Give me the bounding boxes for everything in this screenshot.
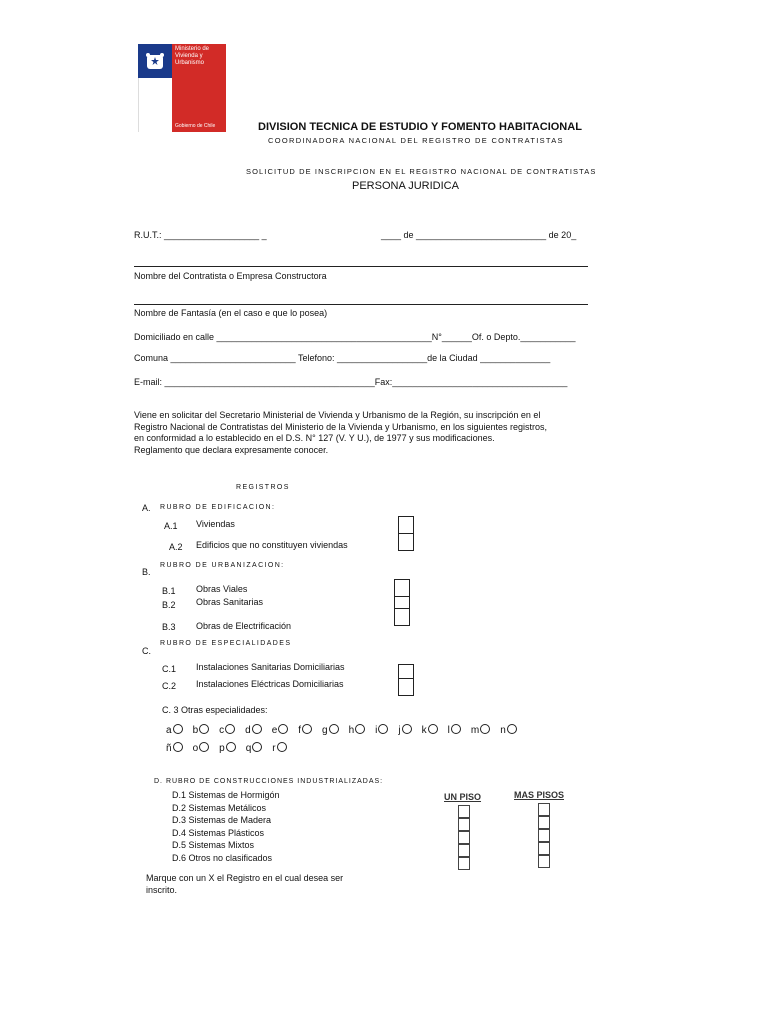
otras-row-1 <box>166 720 527 738</box>
option-r-radio[interactable] <box>277 742 287 752</box>
d5-label: D.5 Sistemas Mixtos <box>172 840 255 850</box>
mas-pisos-d1-checkbox[interactable] <box>538 803 550 816</box>
mas-pisos-d4-checkbox[interactable] <box>538 842 550 855</box>
option-p-radio[interactable] <box>226 742 236 752</box>
email-field[interactable]: E-mail: __________________________________________Fax:___________________________________ <box>134 377 568 387</box>
option-j-radio[interactable] <box>402 724 412 734</box>
mas-pisos-d2-checkbox[interactable] <box>538 816 550 829</box>
option-h-radio[interactable] <box>355 724 365 734</box>
date-field[interactable]: ____ de __________________________ de 20_ <box>381 230 577 240</box>
option-c-radio[interactable] <box>225 724 235 734</box>
fantasia-line[interactable] <box>134 304 588 305</box>
option-ñ-label: ñ <box>166 743 172 754</box>
mas-pisos-header: MAS PISOS <box>514 790 565 800</box>
contratista-line[interactable] <box>134 266 588 267</box>
option-i-label: i <box>375 725 378 736</box>
a1-checkbox[interactable] <box>398 516 414 534</box>
mas-pisos-d5-checkbox[interactable] <box>538 855 550 868</box>
ministry-logo <box>138 44 226 132</box>
b1-code: B.1 <box>162 586 176 596</box>
c2-code: C.2 <box>162 681 177 691</box>
solicitud-title: SOLICITUD DE INSCRIPCION EN EL REGISTRO NACIONAL DE CONTRATISTAS <box>246 167 597 176</box>
option-r-label: r <box>272 743 276 754</box>
rubro-c-letter: C. <box>142 646 151 656</box>
un-piso-checkboxes[interactable] <box>458 805 470 870</box>
d3-label: D.3 Sistemas de Madera <box>172 815 272 825</box>
option-a-label: a <box>166 725 172 736</box>
rubro-a-letter: A. <box>142 503 151 513</box>
option-m-label: m <box>470 725 480 736</box>
b3-checkbox[interactable] <box>394 608 410 626</box>
rubro-d-title: D. RUBRO DE CONSTRUCCIONES INDUSTRIALIZADAS: <box>154 778 384 785</box>
option-o-label: o <box>192 743 199 754</box>
contratista-label: Nombre del Contratista o Empresa Constructora <box>134 271 327 281</box>
option-d-label: d <box>245 725 251 736</box>
a1-label: Viviendas <box>196 519 235 529</box>
domicilio-field[interactable]: Domiciliado en calle ___________________________________________N°______Of. o Depto.___________ <box>134 332 576 342</box>
option-l-radio[interactable] <box>451 724 461 734</box>
option-c-label: c <box>219 725 225 736</box>
otras-row-2 <box>166 738 297 756</box>
option-k-radio[interactable] <box>428 724 438 734</box>
d2-label: D.2 Sistemas Metálicos <box>172 802 267 813</box>
rut-field[interactable]: R.U.T.: ___________________ _ <box>134 230 267 240</box>
c1-code: C.1 <box>162 664 177 674</box>
option-l-label: l <box>447 725 450 736</box>
logo-ministerio-text: Ministerio de Vivienda y Urbanismo <box>175 46 210 66</box>
option-f-radio[interactable] <box>302 724 312 734</box>
option-i-radio[interactable] <box>378 724 388 734</box>
rubro-c-title: RUBRO DE ESPECIALIDADES <box>160 640 292 647</box>
option-ñ-radio[interactable] <box>173 742 183 752</box>
c1-label: Instalaciones Sanitarias Domiciliarias <box>196 662 345 672</box>
option-n-label: n <box>500 725 506 736</box>
d6-label: D.6 Otros no clasificados <box>172 852 273 863</box>
b3-code: B.3 <box>162 622 176 632</box>
option-g-radio[interactable] <box>329 724 339 734</box>
a2-checkbox[interactable] <box>398 533 414 551</box>
request-paragraph: Viene en solicitar del Secretario Ministerial de Vivienda y Urbanismo de la Región, su inscripción en el Registro Nacional de Contratistas del Ministerio de la Vivienda y Urbanismo, en los siguientes registros, en conformidad a lo establecido en el D.S. N° 127 (V. Y U.), de 1977 y sus modificaciones. Reglamento que declara expresamente conocer. <box>134 410 548 455</box>
option-e-label: e <box>271 725 278 736</box>
b2-label: Obras Sanitarias <box>196 597 264 607</box>
option-e-radio[interactable] <box>278 724 288 734</box>
d4-label: D.4 Sistemas Plásticos <box>172 827 265 838</box>
option-b-label: b <box>192 725 199 736</box>
logo-white-block <box>138 78 173 132</box>
a1-code: A.1 <box>164 521 178 531</box>
option-g-label: g <box>322 725 328 736</box>
a2-label: Edificios que no constituyen viviendas <box>196 540 348 550</box>
persona-juridica-title: PERSONA JURIDICA <box>352 180 459 192</box>
b1-checkbox[interactable] <box>394 579 410 597</box>
option-m-radio[interactable] <box>480 724 490 734</box>
option-a-radio[interactable] <box>173 724 183 734</box>
b1-label: Obras Viales <box>196 584 248 594</box>
comuna-field[interactable]: Comuna _________________________ Telefono: __________________de la Ciudad ______________ <box>134 353 551 363</box>
un-piso-d5-checkbox[interactable] <box>458 857 470 870</box>
option-d-radio[interactable] <box>252 724 262 734</box>
rubro-d-list <box>172 789 280 864</box>
c2-checkbox[interactable] <box>398 678 414 696</box>
rubro-a-title: RUBRO DE EDIFICACION: <box>160 504 276 511</box>
d1-label: D.1 Sistemas de Hormigón <box>172 790 280 800</box>
coordinadora-subtitle: COORDINADORA NACIONAL DEL REGISTRO DE CONTRATISTAS <box>268 136 564 145</box>
option-j-label: j <box>398 725 401 736</box>
a2-code: A.2 <box>169 542 183 552</box>
b2-code: B.2 <box>162 600 176 610</box>
option-k-label: k <box>421 725 427 736</box>
option-p-label: p <box>219 743 225 754</box>
coat-of-arms-icon <box>143 49 167 73</box>
rubro-b-letter: B. <box>142 567 151 577</box>
mas-pisos-checkboxes[interactable] <box>538 803 550 868</box>
mas-pisos-d3-checkbox[interactable] <box>538 829 550 842</box>
fantasia-label: Nombre de Fantasía (en el caso e que lo posea) <box>134 308 328 318</box>
option-q-radio[interactable] <box>252 742 262 752</box>
logo-blue-block <box>138 44 172 78</box>
c2-label: Instalaciones Eléctricas Domiciliarias <box>196 679 344 689</box>
un-piso-header: UN PISO <box>444 792 482 802</box>
un-piso-d1-checkbox[interactable] <box>458 805 470 818</box>
option-q-label: q <box>245 743 252 754</box>
otras-especialidades-label: C. 3 Otras especialidades: <box>162 705 268 715</box>
rubro-b-title: RUBRO DE URBANIZACION: <box>160 562 285 569</box>
un-piso-d2-checkbox[interactable] <box>458 818 470 831</box>
un-piso-d4-checkbox[interactable] <box>458 844 470 857</box>
option-h-label: h <box>348 725 355 736</box>
b3-label: Obras de Electrificación <box>196 621 292 631</box>
option-n-radio[interactable] <box>507 724 517 734</box>
option-f-label: f <box>298 725 302 736</box>
registros-title: REGISTROS <box>236 484 290 491</box>
logo-gobierno-text: Gobierno de Chile <box>175 123 216 129</box>
footer-instruction: Marque con un X el Registro en el cual desea ser inscrito. <box>146 873 344 895</box>
division-title: DIVISION TECNICA DE ESTUDIO Y FOMENTO HABITACIONAL <box>258 121 582 133</box>
option-b-radio[interactable] <box>199 724 209 734</box>
option-o-radio[interactable] <box>199 742 209 752</box>
un-piso-d3-checkbox[interactable] <box>458 831 470 844</box>
